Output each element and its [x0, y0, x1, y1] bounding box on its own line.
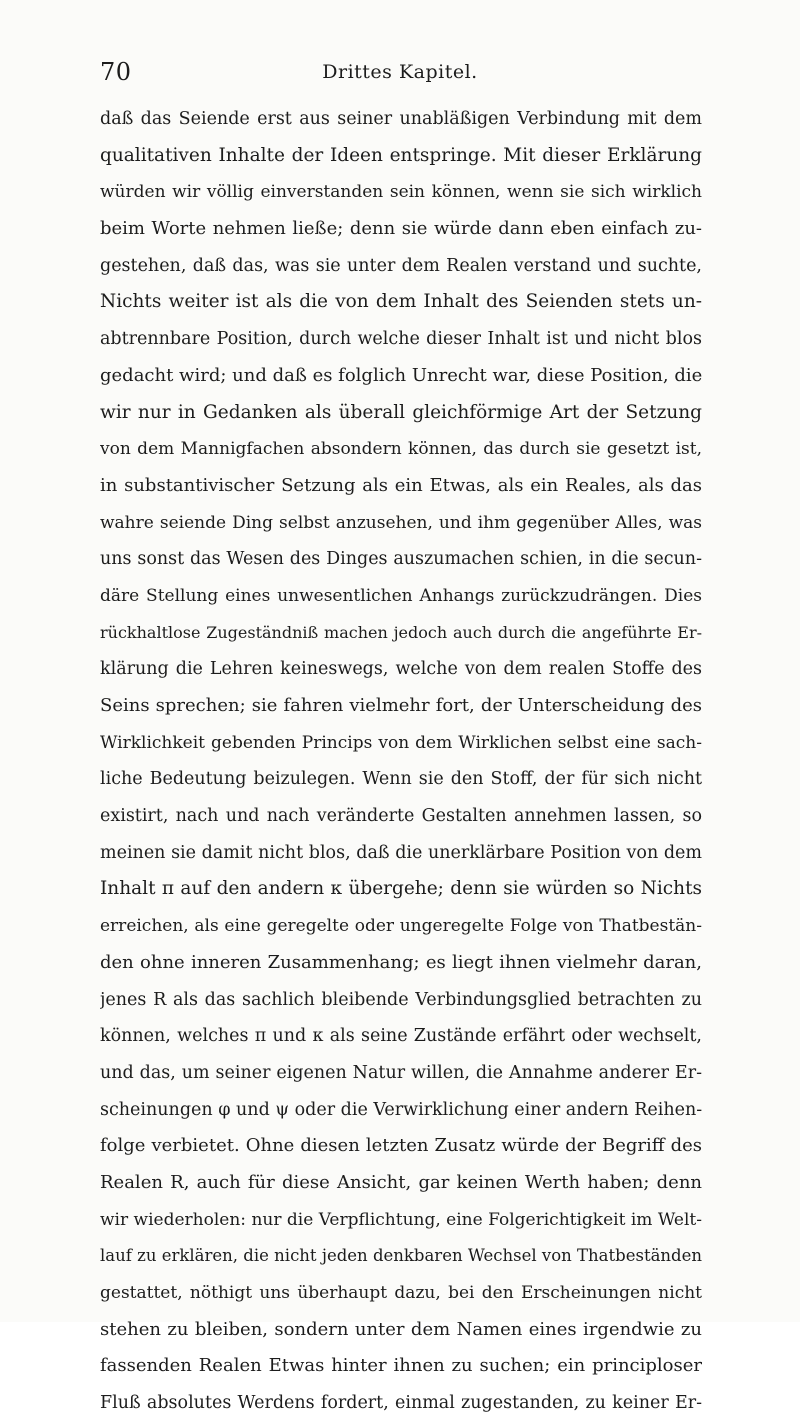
text-line: von dem Mannigfachen absondern können, das durch sie gesetzt ist,	[100, 439, 702, 460]
page-header	[100, 58, 700, 86]
text-line: in substantivischer Setzung als ein Etwas, als ein Reales, als das	[100, 474, 702, 496]
running-head: Drittes Kapitel.	[322, 61, 478, 83]
text-line: beim Worte nehmen ließe; denn sie würde dann eben einfach zu-	[100, 218, 702, 240]
text-line: abtrennbare Position, durch welche dieser Inhalt ist und nicht blos	[100, 329, 702, 350]
text-line: fassenden Realen Etwas hinter ihnen zu suchen; ein principloser	[100, 1355, 702, 1377]
text-line: Wirklichkeit gebenden Princips von dem Wirklichen selbst eine sach-	[100, 732, 702, 753]
page-number: 70	[100, 58, 132, 86]
text-line: daß das Seiende erst aus seiner unabläßigen Verbindung mit dem	[100, 109, 702, 129]
text-line: Realen R, auch für diese Ansicht, gar keinen Werth haben; denn	[100, 1171, 702, 1193]
text-line: und das, um seiner eigenen Natur willen, die Annahme anderer Er-	[100, 1062, 702, 1083]
text-line: Inhalt π auf den andern κ übergehe; denn sie würden so Nichts	[100, 878, 702, 900]
text-line: gestehen, daß das, was sie unter dem Realen verstand und suchte,	[100, 255, 702, 276]
text-line: wahre seiende Ding selbst anzusehen, und ihm gegenüber Alles, was	[100, 512, 702, 533]
text-line: würden wir völlig einverstanden sein können, wenn sie sich wirklich	[100, 182, 702, 203]
text-line: jenes R als das sachlich bleibende Verbindungsglied betrachten zu	[100, 989, 702, 1010]
text-line: Fluß absolutes Werdens fordert, einmal zugestanden, zu keiner Er-	[100, 1393, 702, 1414]
text-line: erreichen, als eine geregelte oder ungeregelte Folge von Thatbestän-	[100, 916, 702, 937]
text-line: folge verbietet. Ohne diesen letzten Zusatz würde der Begriff des	[100, 1135, 702, 1157]
text-line: meinen sie damit nicht blos, daß die unerklärbare Position von dem	[100, 842, 702, 863]
text-line: den ohne inneren Zusammenhang; es liegt ihnen vielmehr daran,	[100, 951, 702, 973]
text-line: däre Stellung eines unwesentlichen Anhangs zurückzudrängen. Dies	[100, 585, 702, 606]
text-line: Nichts weiter ist als die von dem Inhalt des Seienden stets un-	[100, 291, 702, 313]
text-line: qualitativen Inhalte der Ideen entspringe. Mit dieser Erklärung	[100, 144, 702, 166]
text-line: rückhaltlose Zugeständniß machen jedoch auch durch die angeführte Er-	[100, 622, 702, 642]
text-line: scheinungen φ und ψ oder die Verwirklichung einer andern Reihen-	[100, 1099, 702, 1120]
body-text	[100, 101, 702, 1422]
text-line: uns sonst das Wesen des Dinges auszumachen schien, in die secun-	[100, 549, 702, 570]
text-line: liche Bedeutung beizulegen. Wenn sie den Stoff, der für sich nicht	[100, 769, 702, 790]
text-line: Seins sprechen; sie fahren vielmehr fort, der Unterscheidung des	[100, 695, 702, 716]
text-line: existirt, nach und nach veränderte Gestalten annehmen lassen, so	[100, 806, 702, 827]
text-line: stehen zu bleiben, sondern unter dem Namen eines irgendwie zu	[100, 1318, 702, 1340]
text-line: wir wiederholen: nur die Verpflichtung, eine Folgerichtigkeit im Welt-	[100, 1209, 702, 1230]
text-line: klärung die Lehren keineswegs, welche von dem realen Stoffe des	[100, 659, 702, 680]
text-line: lauf zu erklären, die nicht jeden denkbaren Wechsel von Thatbeständen	[100, 1246, 702, 1266]
text-line: können, welches π und κ als seine Zustände erfährt oder wechselt,	[100, 1026, 702, 1047]
text-line: wir nur in Gedanken als überall gleichförmige Art der Setzung	[100, 401, 702, 423]
text-line: gestattet, nöthigt uns überhaupt dazu, bei den Erscheinungen nicht	[100, 1283, 702, 1303]
text-line: gedacht wird; und daß es folglich Unrecht war, diese Position, die	[100, 364, 702, 386]
